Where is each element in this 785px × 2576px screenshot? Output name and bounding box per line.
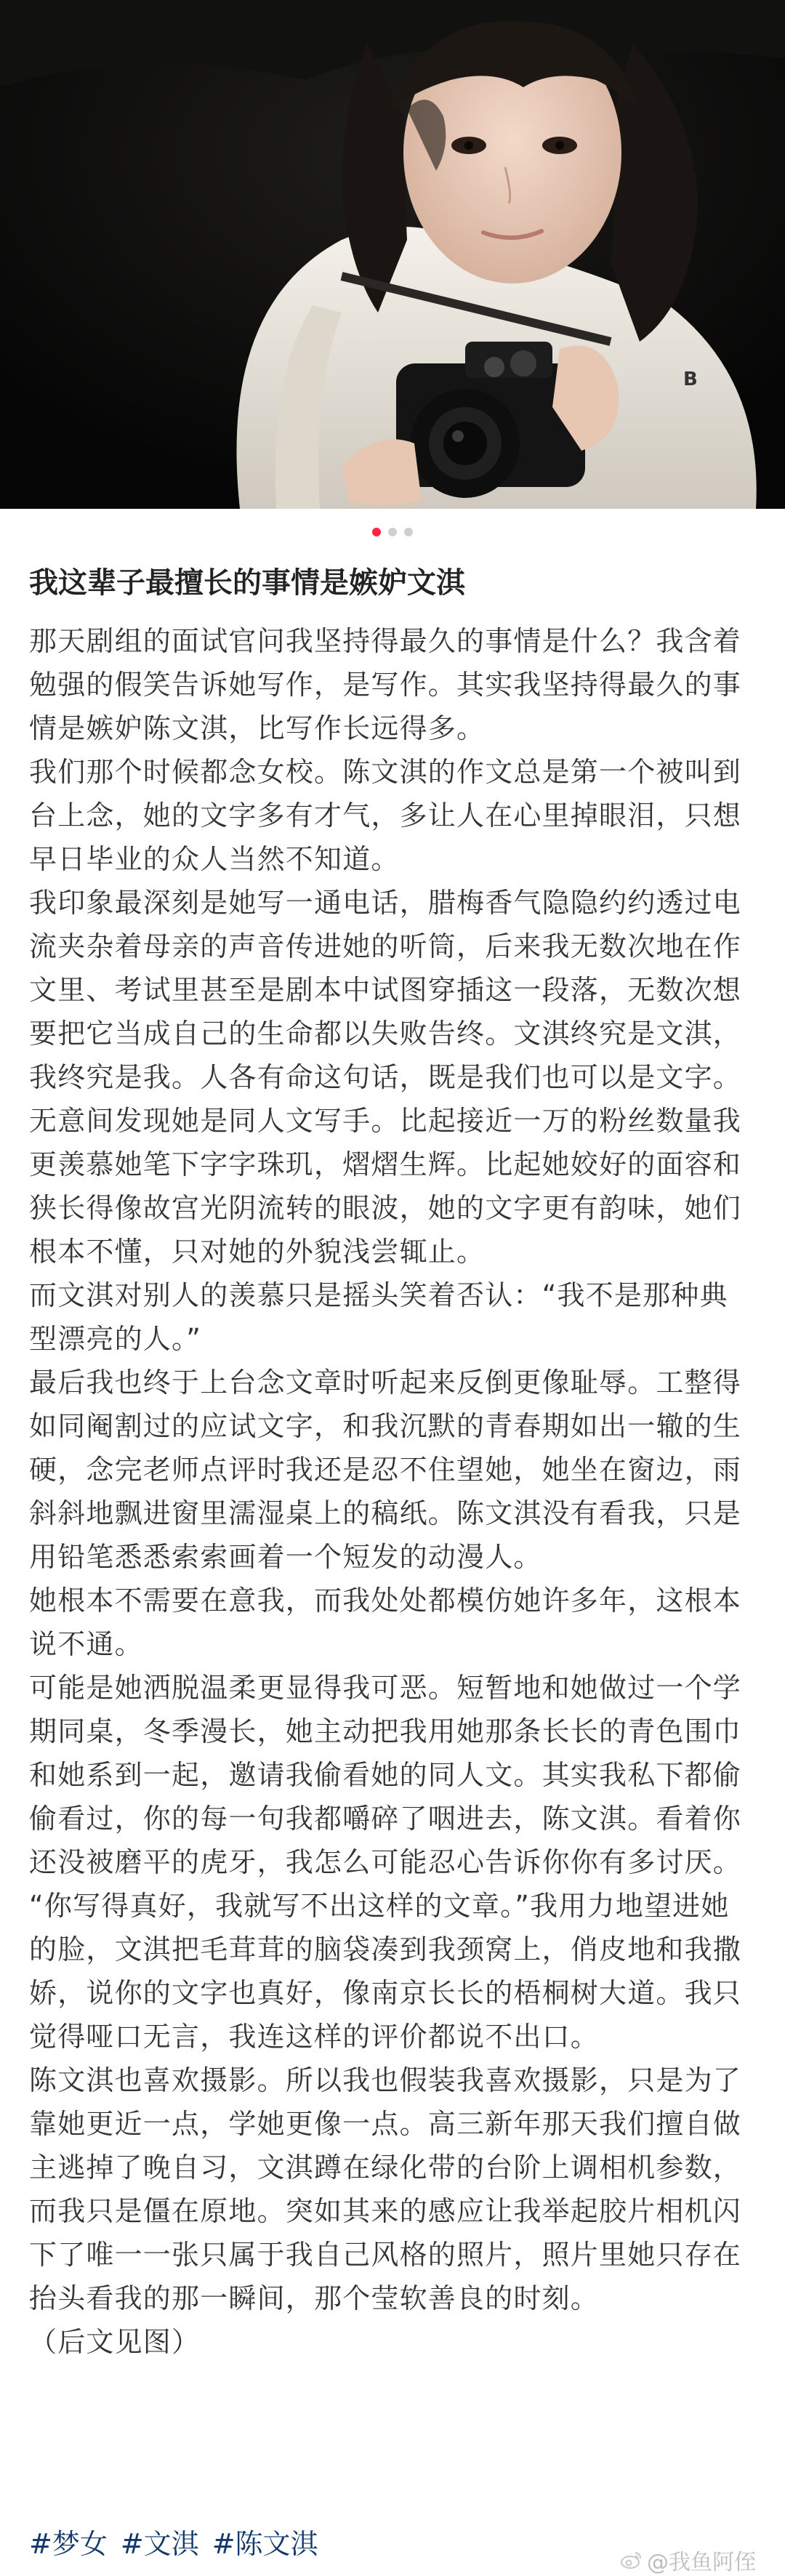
carousel-dot-1[interactable]	[372, 528, 381, 536]
post-body	[29, 619, 756, 2364]
carousel-indicator[interactable]	[0, 528, 785, 536]
tag-link[interactable]: #陈文淇	[212, 2528, 318, 2560]
post-title: 我这辈子最擅长的事情是嫉妒文淇	[29, 566, 465, 600]
post-paragraph: 陈文淇也喜欢摄影。所以我也假装我喜欢摄影，只是为了靠她更近一点，学她更像一点。高三新年那天我们擅自做主逃掉了晚自习，文淇蹲在绿化带的台阶上调相机参数，而我只是僵在原地。突如其来的感应让我举起胶片相机闪下了唯一一张只属于我自己风格的照片，照片里她只存在抬头看我的那一瞬间，那个莹软善良的时刻。	[29, 2064, 742, 2314]
tag-list	[29, 2524, 318, 2564]
post-paragraph: 那天剧组的面试官问我坚持得最久的事情是什么？我含着勉强的假笑告诉她写作，是写作。其实我坚持得最久的事情是嫉妒陈文淇，比写作长远得多。	[29, 625, 742, 744]
watermark	[621, 2544, 756, 2576]
post-paragraph: 最后我也终于上台念文章时听起来反倒更像耻辱。工整得如同阉割过的应试文字，和我沉默的青春期如出一辙的生硬，念完老师点评时我还是忍不住望她，她坐在窗边，雨斜斜地飘进窗里濡湿桌上的稿纸。陈文淇没有看我，只是用铅笔悉悉索索画着一个短发的动漫人。	[29, 1367, 742, 1573]
girl-with-camera-photo	[0, 0, 785, 509]
post-photo[interactable]	[0, 0, 785, 509]
carousel-dot-2[interactable]	[388, 528, 397, 536]
post-paragraph: 可能是她洒脱温柔更显得我可恶。短暂地和她做过一个学期同桌，冬季漫长，她主动把我用她那条长长的青色围巾和她系到一起，邀请我偷看她的同人文。其实我私下都偷偷看过，你的每一句我都嚼碎了咽进去，陈文淇。看着你还没被磨平的虎牙，我怎么可能忍心告诉你你有多讨厌。	[29, 1672, 742, 1878]
carousel-dot-3[interactable]	[404, 528, 413, 536]
post-paragraph: “你写得真好，我就写不出这样的文章。”我用力地望进她的脸，文淇把毛茸茸的脑袋凑到我颈窝上，俏皮地和我撒娇，说你的文字也真好，像南京长长的梧桐树大道。我只觉得哑口无言，我连这样的评价都说不出口。	[29, 1890, 742, 2053]
post-paragraph: 而文淇对别人的羡慕只是摇头笑着否认：“我不是那种典型漂亮的人。”	[29, 1279, 728, 1355]
svg-text:B: B	[683, 369, 698, 390]
watermark-text: @我鱼阿侄	[647, 2550, 756, 2575]
tag-link[interactable]: #文淇	[120, 2528, 199, 2560]
post-paragraph: 我印象最深刻是她写一通电话，腊梅香气隐隐约约透过电流夹杂着母亲的声音传进她的听筒，后来我无数次地在作文里、考试里甚至是剧本中试图穿插这一段落，无数次想要把它当成自己的生命都以失败告终。文淇终究是文淇，我终究是我。人各有命这句话，既是我们也可以是文字。	[29, 887, 742, 1093]
post-paragraph: 无意间发现她是同人文写手。比起接近一万的粉丝数量我更羡慕她笔下字字珠玑，熠熠生辉。比起她姣好的面容和狭长得像故宫光阴流转的眼波，她的文字更有韵味，她们根本不懂，只对她的外貌浅尝辄止。	[29, 1105, 742, 1268]
tag-link[interactable]: #梦女	[29, 2528, 108, 2560]
weibo-logo-icon	[621, 2551, 643, 2569]
post-paragraph: （后文见图）	[29, 2326, 201, 2358]
post-paragraph: 我们那个时候都念女校。陈文淇的作文总是第一个被叫到台上念，她的文字多有才气，多让人在心里掉眼泪，只想早日毕业的众人当然不知道。	[29, 756, 742, 875]
post-paragraph: 她根本不需要在意我，而我处处都模仿她许多年，这根本说不通。	[29, 1585, 742, 1660]
